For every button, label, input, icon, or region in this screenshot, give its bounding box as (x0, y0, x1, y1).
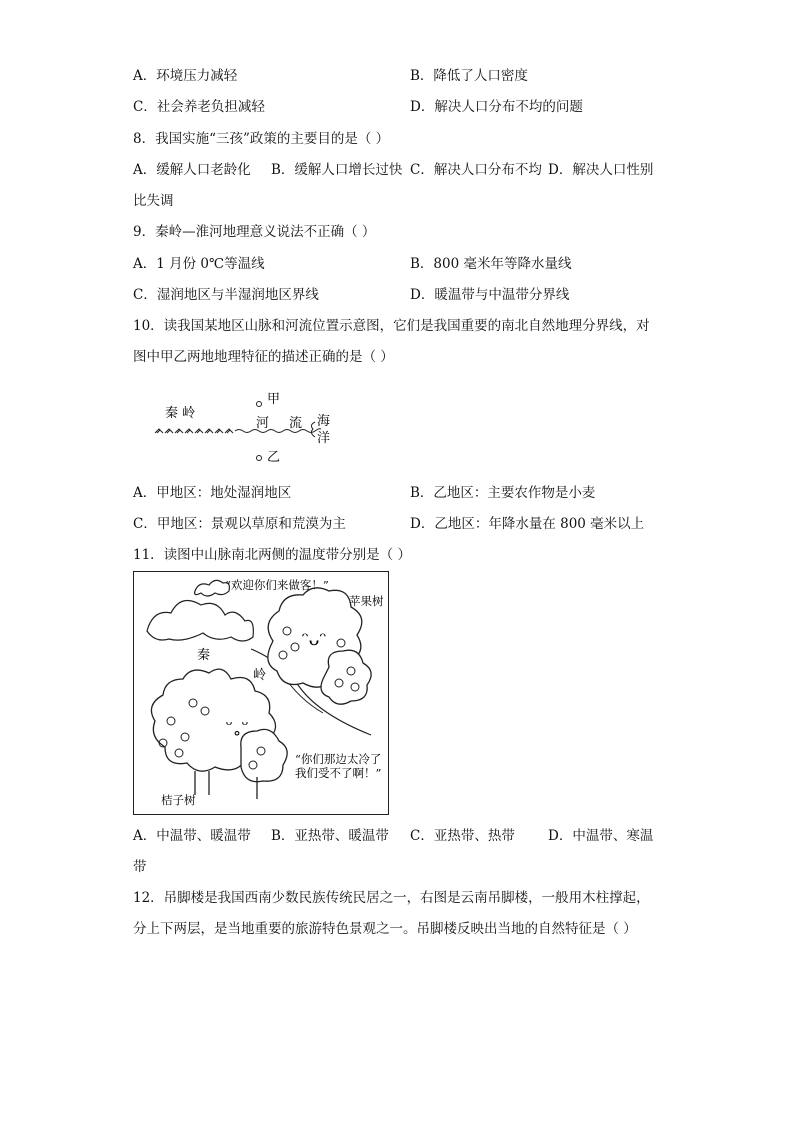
q7-option-c: C．社会养老负担减轻 (133, 99, 265, 115)
q11-option-a: A．中温带、暖温带 (133, 828, 251, 844)
mountain-symbols (155, 429, 233, 433)
q8-option-d: D．解决人口性别 (548, 162, 654, 178)
q7-option-b: B．降低了人口密度 (410, 68, 528, 84)
q12-stem-line1: 12．吊脚楼是我国西南少数民族传统民居之一，右图是云南吊脚楼，一般用木柱撑起， (133, 890, 650, 906)
q11-stem: 11．读图中山脉南北两侧的温度带分别是（ ） (133, 547, 411, 563)
sea-label-1: 海 (317, 414, 331, 429)
q8-option-c: C．解决人口分布不均 (410, 162, 542, 178)
q8-option-b: B．缓解人口增长过快 (271, 162, 403, 178)
q7-option-d: D．解决人口分布不均的问题 (410, 99, 583, 115)
point-jia (257, 402, 262, 407)
qinling-trees-cartoon (133, 571, 389, 815)
q11-option-d-continued: 带 (133, 859, 147, 875)
q10-stem-line1: 10．读我国某地区山脉和河流位置示意图，它们是我国重要的南北自然地理分界线，对 (133, 318, 650, 334)
apple-face: ᵔᴗᵔ (301, 629, 327, 650)
label-apple-tree: 苹果树 (349, 594, 384, 608)
river-label-liu: 流 (289, 416, 303, 431)
q10-option-b: B．乙地区：主要农作物是小麦 (410, 485, 596, 501)
q9-option-b: B．800 毫米年等降水量线 (410, 256, 572, 272)
q8-stem: 8．我国实施“三孩”政策的主要目的是（ ） (133, 131, 390, 147)
orange-face: ᵕ˳ᵕ (225, 715, 249, 736)
q9-option-c: C．湿润地区与半湿润地区界线 (133, 287, 319, 303)
speech-too-cold-line2: 我们受不了啊！” (295, 766, 382, 780)
point-yi (257, 456, 262, 461)
q12-stem-line2: 分上下两层，是当地重要的旅游特色景观之一。吊脚楼反映出当地的自然特征是（ ） (133, 921, 637, 937)
label-orange-tree: 桔子树 (161, 793, 196, 807)
q9-option-a: A．1 月份 0℃等温线 (133, 256, 265, 272)
q10-option-c: C．甲地区：景观以草原和荒漠为主 (133, 516, 346, 532)
q11-option-c: C．亚热带、热带 (410, 828, 515, 844)
point-jia-label: 甲 (267, 392, 281, 407)
river-label-he: 河 (256, 416, 270, 431)
q10-option-d: D．乙地区：年降水量在 800 毫米以上 (410, 516, 645, 532)
q11-option-b: B．亚热带、暖温带 (271, 828, 389, 844)
point-yi-label: 乙 (267, 450, 281, 465)
q7-option-a: A．环境压力减轻 (133, 68, 238, 84)
speech-too-cold-line1: “你们那边太冷了 (295, 752, 382, 766)
label-ling: 岭 (253, 668, 267, 683)
mountain-label: 秦 岭 (165, 406, 196, 421)
speech-welcome: “欢迎你们来做客！” (225, 578, 329, 592)
q9-stem: 9．秦岭—淮河地理意义说法不正确（ ） (133, 224, 376, 240)
river-line (235, 429, 321, 433)
q8-option-d-continued: 比失调 (133, 193, 174, 209)
qinling-huaihe-map (145, 385, 345, 467)
q8-option-a: A．缓解人口老龄化 (133, 162, 251, 178)
label-qin: 秦 (197, 648, 211, 663)
q10-option-a: A．甲地区：地处湿润地区 (133, 485, 292, 501)
q10-stem-line2: 图中甲乙两地地理特征的描述正确的是（ ） (133, 349, 394, 365)
river-mouth (311, 422, 315, 437)
q11-option-d: D．中温带、寒温 (548, 828, 654, 844)
sea-label-2: 洋 (317, 431, 331, 446)
q9-option-d: D．暖温带与中温带分界线 (410, 287, 570, 303)
